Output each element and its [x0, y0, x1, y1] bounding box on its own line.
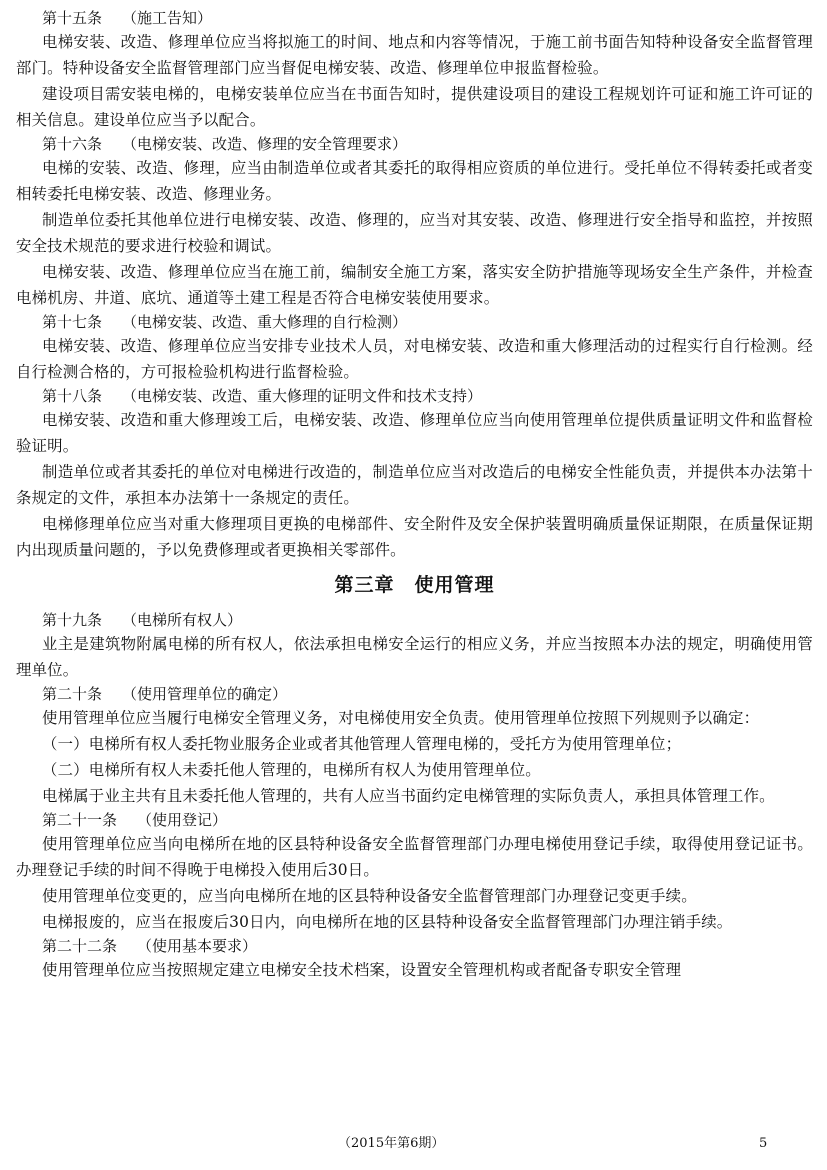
article-number: 第十五条: [42, 9, 103, 27]
issue-label: （2015年第6期）: [338, 1136, 445, 1151]
article: [16, 133, 813, 311]
article-paragraph: （一）电梯所有权人委托物业服务企业或者其他管理人管理电梯的，受托方为使用管理单位；: [42, 735, 682, 753]
article-paragraph: 电梯属于业主共有且未委托他人管理的，共有人应当书面约定电梯管理的实际负责人，承担具体管理工作。: [42, 787, 775, 805]
article-title: （使用登记）: [137, 811, 228, 829]
article-heading: [16, 809, 813, 831]
article-number: 第十九条: [42, 611, 103, 629]
article-number: 第十八条: [42, 387, 103, 405]
article-number: 第十六条: [42, 135, 103, 153]
article: [16, 935, 813, 983]
article-title: （电梯安装、改造、重大修理的自行检测）: [122, 313, 408, 331]
page-footer: [0, 1134, 827, 1154]
article-paragraph: 电梯安装、改造、修理单位应当将拟施工的时间、地点和内容等情况，于施工前书面告知特种设备安全监督管理部门。特种设备安全监督管理部门应当督促电梯安装、改造、修理单位申报监督检验。: [16, 33, 813, 77]
article-paragraph: 使用管理单位应当按照规定建立电梯安全技术档案，设置安全管理机构或者配备专职安全管理: [42, 961, 682, 979]
article: [16, 809, 813, 935]
page-number: 5: [759, 1136, 768, 1151]
article-paragraph: 电梯安装、改造和重大修理竣工后，电梯安装、改造、修理单位应当向使用管理单位提供质量证明文件和监督检验证明。: [16, 411, 813, 455]
article-paragraph: 电梯修理单位应当对重大修理项目更换的电梯部件、安全附件及安全保护装置明确质量保证期限，在质量保证期内出现质量问题的，予以免费修理或者更换相关零部件。: [16, 515, 813, 559]
article-heading: [16, 935, 813, 957]
article-title: （电梯安装、改造、重大修理的证明文件和技术支持）: [122, 387, 483, 405]
article-number: 第二十二条: [42, 937, 118, 955]
article-heading: [16, 683, 813, 705]
article-number: 第二十条: [42, 685, 103, 703]
article-title: （电梯所有权人）: [122, 611, 243, 629]
article-paragraph: 使用管理单位应当履行电梯安全管理义务，对电梯使用安全负责。使用管理单位按照下列规则予以确定：: [42, 709, 760, 727]
article-paragraph: 使用管理单位应当向电梯所在地的区县特种设备安全监督管理部门办理电梯使用登记手续，取得使用登记证书。办理登记手续的时间不得晚于电梯投入使用后30日。: [16, 835, 813, 879]
article: [16, 385, 813, 563]
article-paragraph: 使用管理单位变更的，应当向电梯所在地的区县特种设备安全监督管理部门办理登记变更手续。: [42, 887, 697, 905]
article-paragraph: 建设项目需安装电梯的，电梯安装单位应当在书面告知时，提供建设项目的建设工程规划许可证和施工许可证的相关信息。建设单位应当予以配合。: [16, 85, 813, 129]
article-title: （使用基本要求）: [137, 937, 258, 955]
article-number: 第十七条: [42, 313, 103, 331]
article-heading: [16, 385, 813, 407]
article: [16, 311, 813, 385]
article: [16, 683, 813, 809]
article: [16, 7, 813, 133]
article-paragraph: 业主是建筑物附属电梯的所有权人，依法承担电梯安全运行的相应义务，并应当按照本办法的规定，明确使用管理单位。: [16, 635, 813, 679]
article-paragraph: 电梯安装、改造、修理单位应当安排专业技术人员，对电梯安装、改造和重大修理活动的过程实行自行检测。经自行检测合格的，方可报检验机构进行监督检验。: [16, 337, 813, 381]
article-paragraph: 制造单位或者其委托的单位对电梯进行改造的，制造单位应当对改造后的电梯安全性能负责，并提供本办法第十条规定的文件，承担本办法第十一条规定的责任。: [16, 463, 813, 507]
article-number: 第二十一条: [42, 811, 118, 829]
article-heading: [16, 311, 813, 333]
article-heading: [16, 609, 813, 631]
article-paragraph: 制造单位委托其他单位进行电梯安装、改造、修理的，应当对其安装、改造、修理进行安全指导和监控，并按照安全技术规范的要求进行校验和调试。: [16, 211, 813, 255]
article-heading: [16, 133, 813, 155]
article-title: （施工告知）: [122, 9, 213, 27]
article-paragraph: 电梯的安装、改造、修理，应当由制造单位或者其委托的取得相应资质的单位进行。受托单位不得转委托或者变相转委托电梯安装、改造、修理业务。: [16, 159, 813, 203]
chapter-heading: 第三章 使用管理: [334, 574, 495, 596]
article: [16, 609, 813, 683]
article-paragraph: （二）电梯所有权人未委托他人管理的，电梯所有权人为使用管理单位。: [42, 761, 541, 779]
document-body: [16, 7, 813, 983]
article-title: （电梯安装、改造、修理的安全管理要求）: [122, 135, 408, 153]
article-title: （使用管理单位的确定）: [122, 685, 288, 703]
article-paragraph: 电梯报废的，应当在报废后30日内，向电梯所在地的区县特种设备安全监督管理部门办理注销手续。: [42, 913, 733, 931]
article-paragraph: 电梯安装、改造、修理单位应当在施工前，编制安全施工方案，落实安全防护措施等现场安全生产条件，并检查电梯机房、井道、底坑、通道等土建工程是否符合电梯安装使用要求。: [16, 263, 813, 307]
article-heading: [16, 7, 813, 29]
